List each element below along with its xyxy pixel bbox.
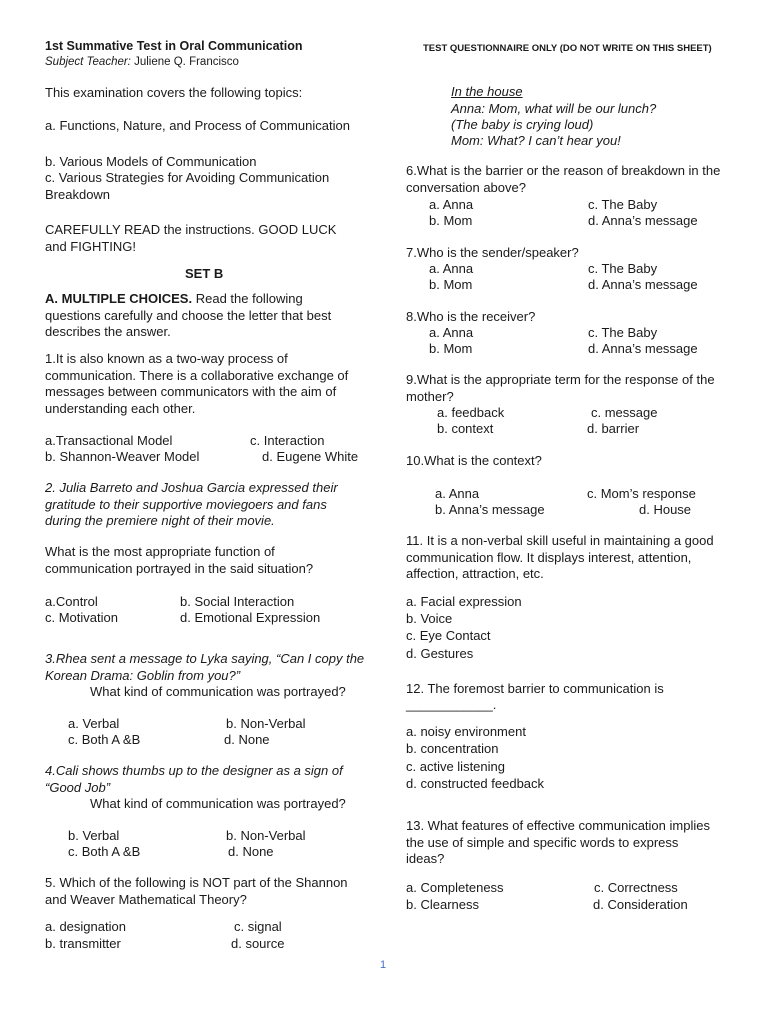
q3-option-b: b. Non-Verbal — [226, 716, 306, 731]
q10-option-d: d. House — [639, 502, 692, 517]
q2-option-b: b. Social Interaction — [180, 594, 295, 609]
q11-option-c: c. Eye Contact — [406, 628, 491, 643]
q4-option-c: c. Both A &B — [68, 844, 141, 859]
dialogue-heading: In the house — [451, 84, 523, 99]
question-3-stem: What kind of communication was portrayed? — [90, 684, 346, 699]
q8-option-a: a. Anna — [429, 325, 474, 340]
question-6-stem: 6.What is the barrier or the reason of breakdown in the conversation above? — [406, 163, 721, 195]
q3-option-c: c. Both A &B — [68, 732, 141, 747]
q6-option-a: a. Anna — [429, 197, 474, 212]
q13-option-d: d. Consideration — [593, 897, 688, 912]
q4-option-b: b. Non-Verbal — [226, 828, 306, 843]
topic-a: a. Functions, Nature, and Process of Communication — [45, 118, 350, 133]
dialogue-line-2: (The baby is crying loud) — [451, 117, 594, 132]
teacher-name: Juliene Q. Francisco — [134, 56, 239, 68]
q5-option-a: a. designation — [45, 919, 126, 934]
q8-option-b: b. Mom — [429, 341, 473, 356]
q2-option-d: d. Emotional Expression — [180, 610, 321, 625]
test-title: 1st Summative Test in Oral Communication — [45, 39, 303, 53]
q2-option-a: a.Control — [45, 594, 98, 609]
page-number: 1 — [380, 959, 387, 971]
question-4-scenario: 4.Cali shows thumbs up to the designer as a sign of “Good Job” — [45, 763, 343, 795]
q7-option-b: b. Mom — [429, 277, 473, 292]
q1-option-b: b. Shannon-Weaver Model — [45, 449, 200, 464]
q8-option-c: c. The Baby — [588, 325, 658, 340]
question-1-stem: 1.It is also known as a two-way process of communication. There is a collaborative exchange of messages between communicators with the aim of understanding each other. — [45, 351, 349, 416]
q12-option-a: a. noisy environment — [406, 724, 526, 739]
question-2-scenario: 2. Julia Barreto and Joshua Garcia expressed their gratitude to their supportive moviegoers and fans during the premiere night of their movie. — [45, 480, 338, 528]
covers-text: This examination covers the following topics: — [45, 85, 303, 100]
q10-option-a: a. Anna — [435, 486, 480, 501]
instructions-text: CAREFULLY READ the instructions. GOOD LUCK and FIGHTING! — [45, 222, 337, 254]
question-13-stem: 13. What features of effective communication implies the use of simple and specific words to express ideas? — [406, 818, 710, 866]
q9-option-a: a. feedback — [437, 405, 505, 420]
q6-option-c: c. The Baby — [588, 197, 658, 212]
question-3-scenario: 3.Rhea sent a message to Lyka saying, “Can I copy the Korean Drama: Goblin from you?” — [45, 651, 365, 683]
dialogue-line-3: Mom: What? I can’t hear you! — [451, 133, 621, 148]
q12-option-d: d. constructed feedback — [406, 776, 545, 791]
q1-option-c: c. Interaction — [250, 433, 325, 448]
q8-option-d: d. Anna’s message — [588, 341, 698, 356]
question-10-stem: 10.What is the context? — [406, 453, 542, 468]
q13-option-c: c. Correctness — [594, 880, 678, 895]
questionnaire-notice: TEST QUESTIONNAIRE ONLY (DO NOT WRITE ON THIS SHEET) — [423, 43, 712, 54]
q11-option-b: b. Voice — [406, 611, 453, 626]
q1-option-d: d. Eugene White — [262, 449, 359, 464]
q3-option-a: a. Verbal — [68, 716, 120, 731]
section-a-body: Read the following questions carefully and choose the letter that best describes the answer. — [45, 291, 332, 339]
q6-option-b: b. Mom — [429, 213, 473, 228]
question-12-blank: ____________. — [406, 697, 497, 712]
q10-option-c: c. Mom’s response — [587, 486, 696, 501]
q12-option-c: c. active listening — [406, 759, 505, 774]
q4-option-a: b. Verbal — [68, 828, 120, 843]
question-11-stem: 11. It is a non-verbal skill useful in maintaining a good communication flow. It displays interest, attention, affection, attraction, etc. — [406, 533, 714, 581]
question-4-stem: What kind of communication was portrayed? — [90, 796, 346, 811]
q7-option-d: d. Anna’s message — [588, 277, 698, 292]
q5-option-b: b. transmitter — [45, 936, 121, 951]
q13-option-a: a. Completeness — [406, 880, 504, 895]
question-8-stem: 8.Who is the receiver? — [406, 309, 536, 324]
q7-option-c: c. The Baby — [588, 261, 658, 276]
teacher-label: Subject Teacher: — [45, 56, 131, 68]
topic-c: c. Various Strategies for Avoiding Communication Breakdown — [45, 170, 330, 202]
q9-option-b: b. context — [437, 421, 494, 436]
q2-option-c: c. Motivation — [45, 610, 118, 625]
set-label: SET B — [185, 266, 224, 281]
q9-option-d: d. barrier — [587, 421, 640, 436]
q11-option-d: d. Gestures — [406, 646, 474, 661]
topic-b: b. Various Models of Communication — [45, 154, 257, 169]
q10-option-b: b. Anna’s message — [435, 502, 545, 517]
section-a-instructions — [45, 291, 345, 341]
question-12-stem: 12. The foremost barrier to communication is — [406, 681, 664, 696]
dialogue-line-1: Anna: Mom, what will be our lunch? — [451, 101, 657, 116]
q13-option-b: b. Clearness — [406, 897, 479, 912]
q1-option-a: a.Transactional Model — [45, 433, 173, 448]
q9-option-c: c. message — [591, 405, 658, 420]
subject-teacher — [45, 54, 239, 71]
question-9-stem: 9.What is the appropriate term for the response of the mother? — [406, 372, 715, 404]
q3-option-d: d. None — [224, 732, 270, 747]
q4-option-d: d. None — [228, 844, 274, 859]
q7-option-a: a. Anna — [429, 261, 474, 276]
section-a-heading: A. MULTIPLE CHOICES. — [45, 291, 193, 306]
q12-option-b: b. concentration — [406, 741, 499, 756]
q5-option-c: c. signal — [234, 919, 282, 934]
q5-option-d: d. source — [231, 936, 285, 951]
q6-option-d: d. Anna’s message — [588, 213, 698, 228]
q11-option-a: a. Facial expression — [406, 594, 522, 609]
question-5-stem: 5. Which of the following is NOT part of the Shannon and Weaver Mathematical Theory? — [45, 875, 348, 907]
question-7-stem: 7.Who is the sender/speaker? — [406, 245, 579, 260]
question-2-stem: What is the most appropriate function of communication portrayed in the said situation? — [45, 544, 314, 576]
